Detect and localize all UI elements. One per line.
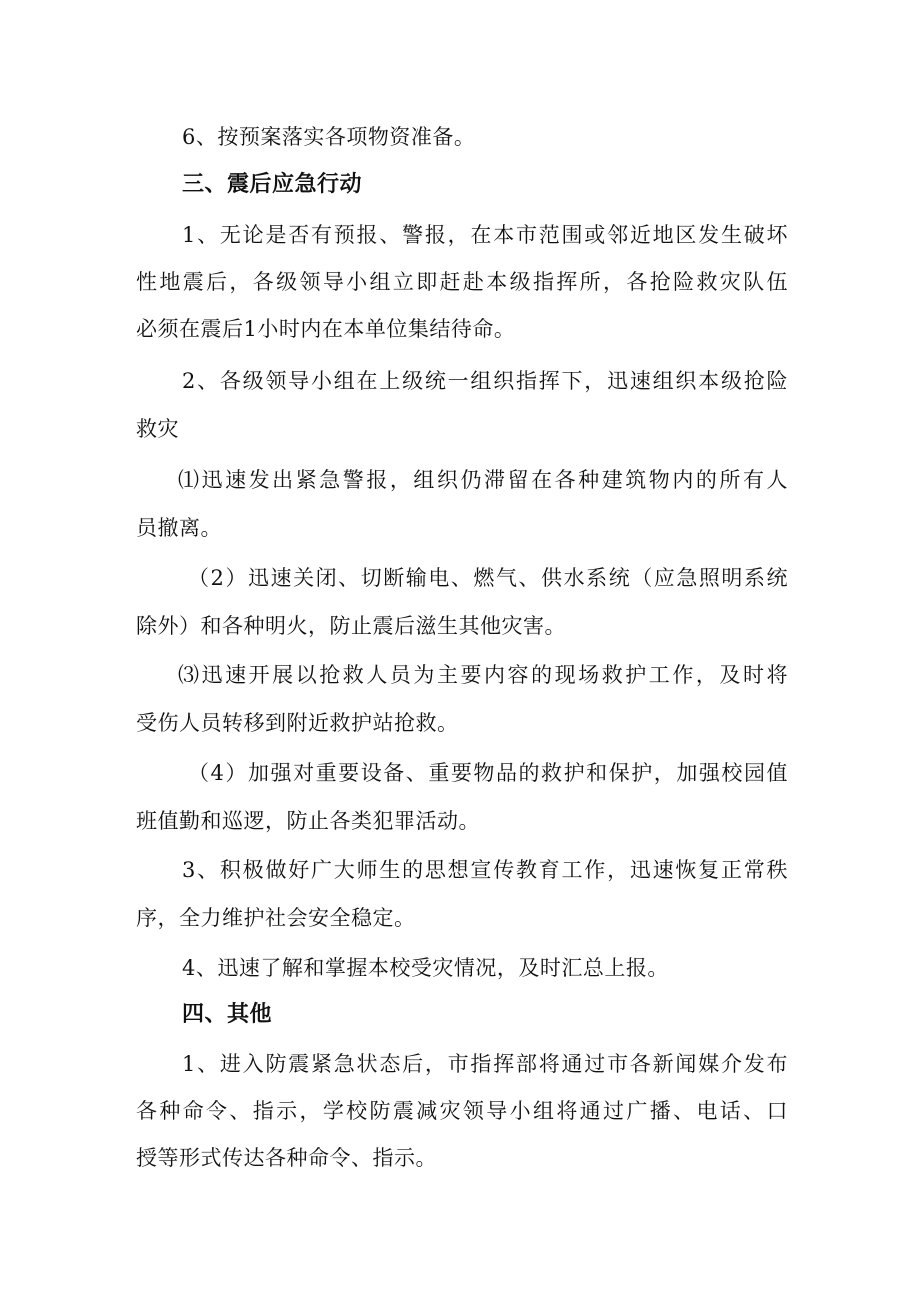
paragraph-line: 员撤离。 xyxy=(136,516,222,540)
paragraph-line: 授等形式传达各种命令、指示。 xyxy=(136,1146,437,1170)
paragraph-line: 各种命令、指示，学校防震减灾领导小组将通过广播、电话、口 xyxy=(136,1099,788,1123)
paragraph-line: ⑶迅速开展以抢救人员为主要内容的现场救护工作，及时将 xyxy=(178,663,788,687)
paragraph-line: 性地震后，各级领导小组立即赶赴本级指挥所，各抢险救灾队伍 xyxy=(136,270,788,294)
paragraph-line: （4）加强对重要设备、重要物品的救护和保护，加强校园值 xyxy=(188,761,788,785)
paragraph-line: 除外）和各种明火，防止震后滋生其他灾害。 xyxy=(136,614,566,638)
item-6-text: 6、按预案落实各项物资准备。 xyxy=(182,125,476,149)
paragraph-line: （2）迅速关闭、切断输电、燃气、供水系统（应急照明系统 xyxy=(188,566,788,590)
paragraph-line: 序，全力维护社会安全稳定。 xyxy=(136,906,416,930)
paragraph-line: 必须在震后1小时内在本单位集结待命。 xyxy=(136,317,516,341)
paragraph-line: 2、各级领导小组在上级统一组织指挥下，迅速组织本级抢险 xyxy=(182,369,788,393)
paragraph-line: 受伤人员转移到附近救护站抢救。 xyxy=(136,711,459,735)
section-4-heading: 四、其他 xyxy=(182,1002,273,1027)
section-3-heading: 三、震后应急行动 xyxy=(182,172,363,197)
paragraph-line: 1、无论是否有预报、警报，在本市范围或邻近地区发生破坏 xyxy=(182,223,788,247)
paragraph-line: ⑴迅速发出紧急警报，组织仍滞留在各种建筑物内的所有人 xyxy=(178,468,788,492)
paragraph-line: 4、迅速了解和掌握本校受灾情况，及时汇总上报。 xyxy=(182,956,669,980)
paragraph-line: 班值勤和巡逻，防止各类犯罪活动。 xyxy=(136,809,480,833)
paragraph-line: 1、进入防震紧急状态后，市指挥部将通过市各新闻媒介发布 xyxy=(182,1052,788,1076)
paragraph-line: 救灾 xyxy=(136,417,179,441)
paragraph-line: 3、积极做好广大师生的思想宣传教育工作，迅速恢复正常秩 xyxy=(182,858,788,882)
